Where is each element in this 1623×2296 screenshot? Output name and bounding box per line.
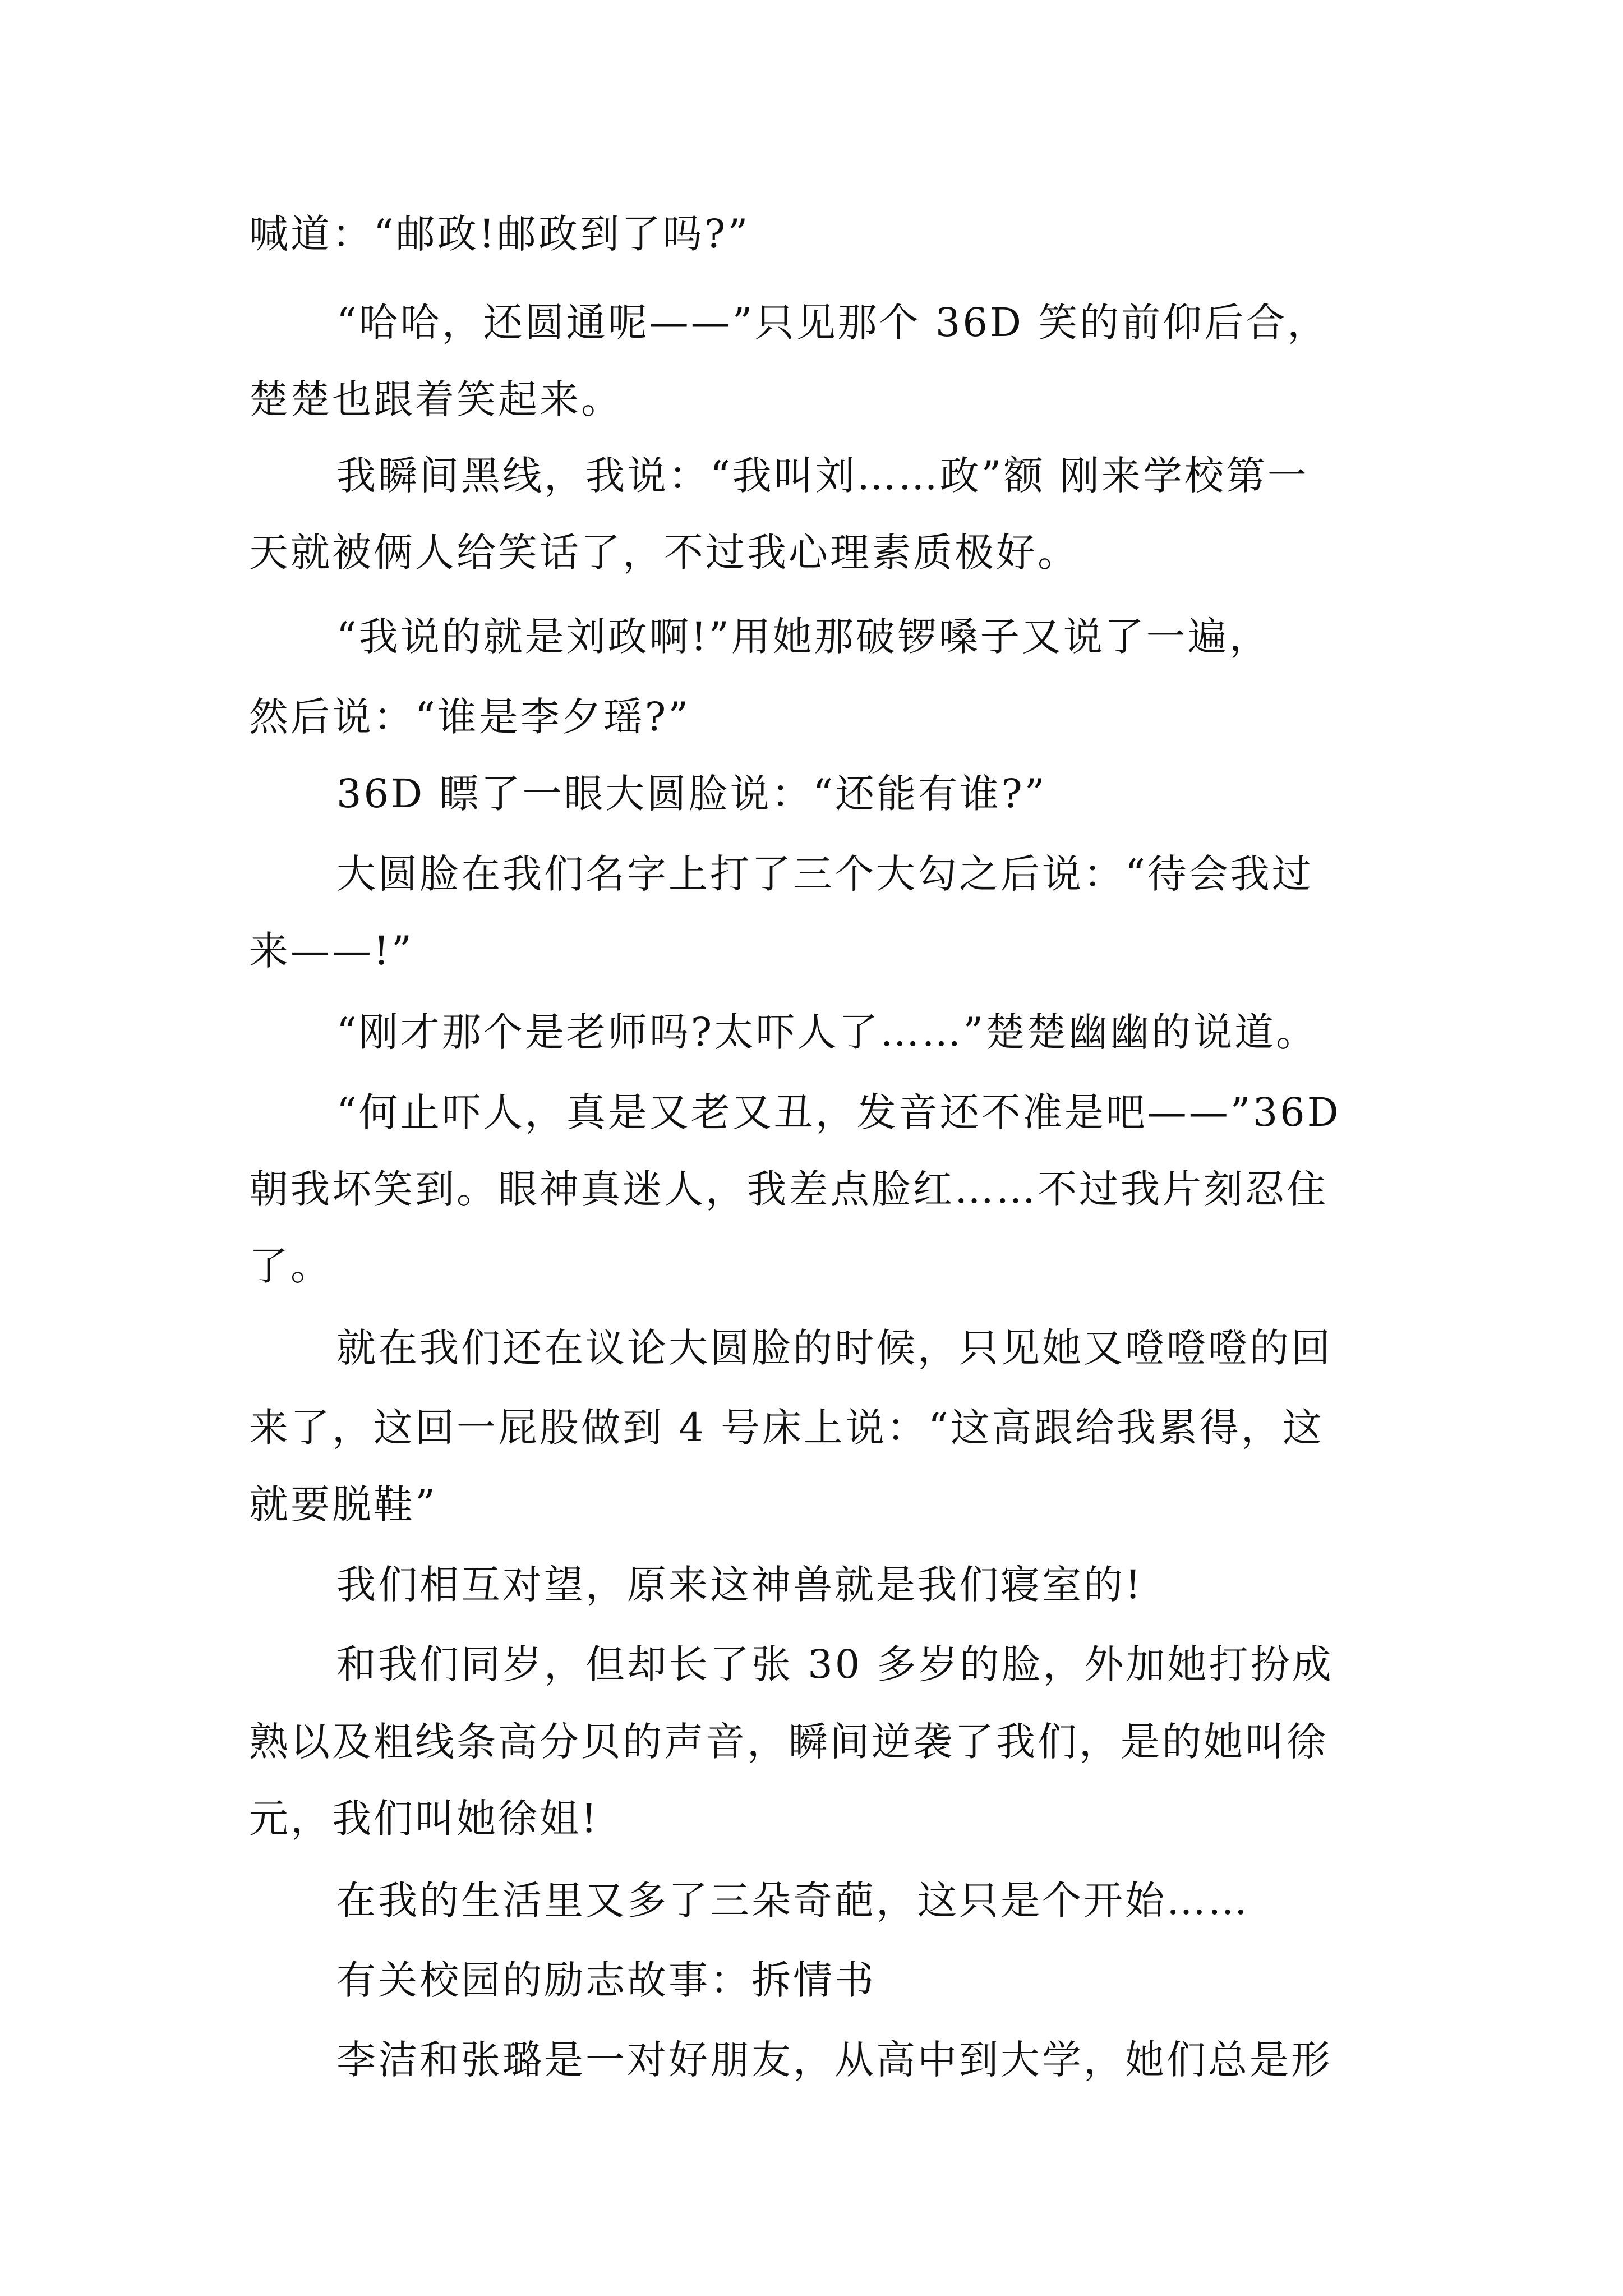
text-line: “何止吓人，真是又老又丑，发音还不准是吧——”36D xyxy=(336,1089,1341,1135)
text-line: “刚才那个是老师吗?太吓人了……”楚楚幽幽的说道。 xyxy=(336,1009,1318,1055)
text-line: 就在我们还在议论大圆脸的时候，只见她又噔噔噔的回 xyxy=(336,1325,1332,1371)
text-line: 了。 xyxy=(249,1243,332,1289)
text-line: 喊道：“邮政!邮政到了吗?” xyxy=(249,211,750,257)
text-line: 楚楚也跟着笑起来。 xyxy=(249,376,623,422)
text-line: 36D 瞟了一眼大圆脸说：“还能有谁?” xyxy=(336,771,1047,817)
text-line: 然后说：“谁是李夕瑶?” xyxy=(249,694,691,740)
text-line: 元，我们叫她徐姐! xyxy=(249,1796,600,1842)
text-line: 有关校园的励志故事：拆情书 xyxy=(336,1957,876,2003)
text-line: 我们相互对望，原来这神兽就是我们寝室的! xyxy=(336,1562,1144,1608)
text-line: 我瞬间黑线，我说：“我叫刘……政”额 刚来学校第一 xyxy=(336,453,1309,499)
text-line: 李洁和张璐是一对好朋友，从高中到大学，她们总是形 xyxy=(336,2037,1332,2083)
text-line: 在我的生活里又多了三朵奇葩，这只是个开始…… xyxy=(336,1878,1249,1924)
text-line: 来了，这回一屁股做到 4 号床上说：“这高跟给我累得，这 xyxy=(249,1405,1324,1451)
text-line: 朝我坏笑到。眼神真迷人，我差点脸红……不过我片刻忍住 xyxy=(249,1166,1328,1212)
text-line: 熟以及粗线条高分贝的声音，瞬间逆袭了我们，是的她叫徐 xyxy=(249,1719,1328,1765)
text-line: 就要脱鞋” xyxy=(249,1481,437,1527)
text-line: 天就被俩人给笑话了，不过我心理素质极好。 xyxy=(249,530,1079,576)
text-line: “我说的就是刘政啊!”用她那破锣嗓子又说了一遍， xyxy=(336,614,1271,660)
text-line: 和我们同岁，但却长了张 30 多岁的脸，外加她打扮成 xyxy=(336,1641,1334,1687)
text-line: 大圆脸在我们名字上打了三个大勾之后说：“待会我过 xyxy=(336,851,1313,897)
text-line: “哈哈，还圆通呢——”只见那个 36D 笑的前仰后合， xyxy=(336,300,1329,346)
text-line: 来——!” xyxy=(249,928,414,974)
